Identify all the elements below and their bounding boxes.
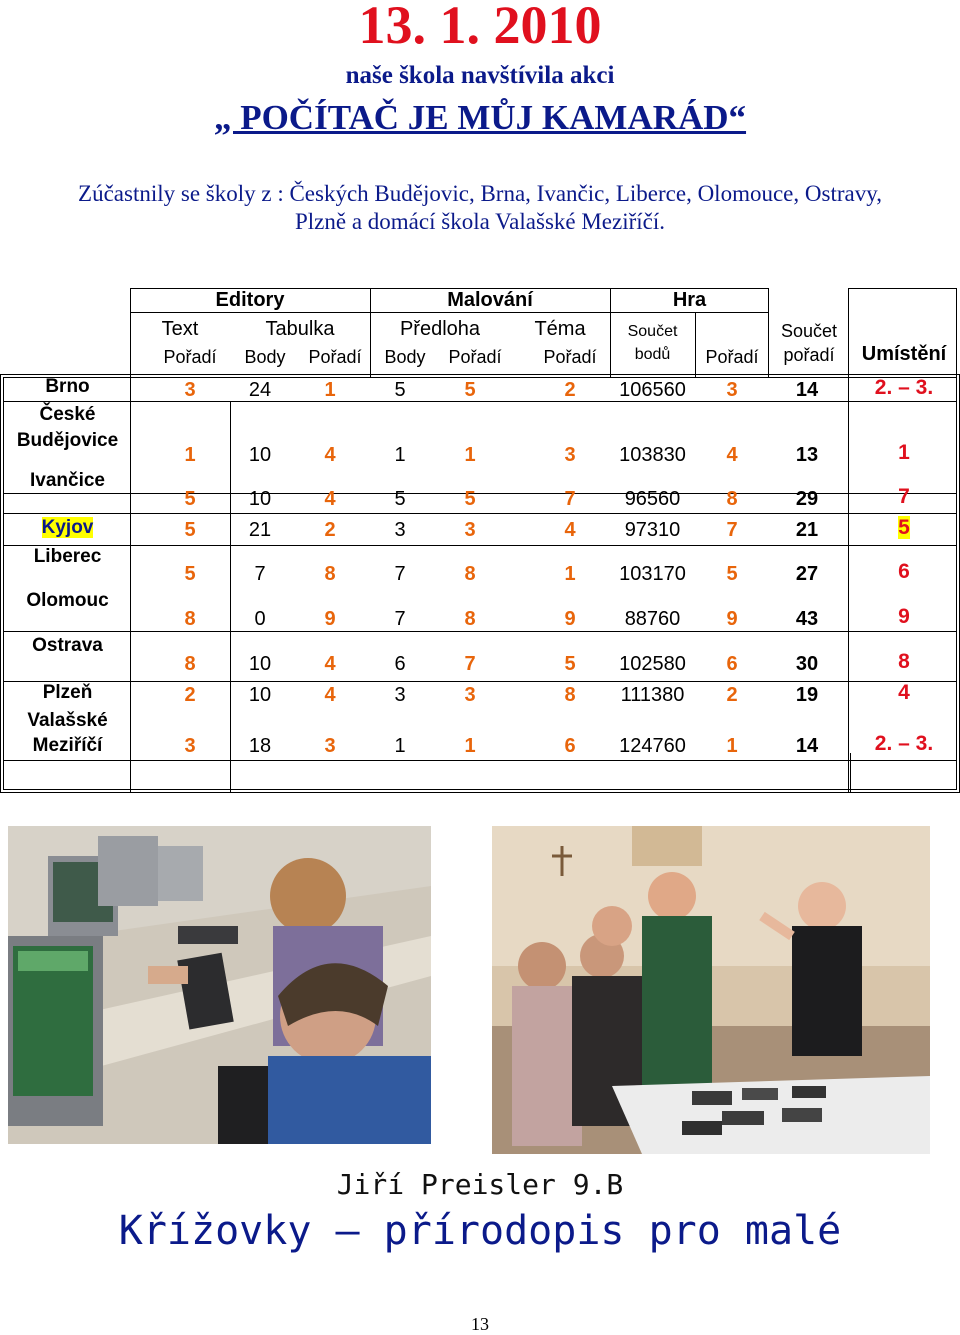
sub-soucet-poradi-1: Součet bbox=[780, 321, 838, 341]
cell-c5: 1 bbox=[464, 444, 476, 466]
cell-c6: 1 bbox=[564, 563, 576, 585]
cell-c8: 9 bbox=[726, 608, 738, 630]
row-city-line2: Budějovice bbox=[16, 430, 119, 451]
cell-c7: 106560 bbox=[619, 379, 686, 401]
cell-c6: 6 bbox=[564, 735, 576, 757]
cell-c2: 18 bbox=[248, 735, 272, 757]
cell-c6: 3 bbox=[564, 444, 576, 466]
results-table bbox=[0, 283, 960, 793]
cell-c5: 3 bbox=[464, 519, 476, 541]
photo-presentation bbox=[492, 826, 930, 1154]
sub-text: Text bbox=[161, 318, 199, 340]
cell-c2: 10 bbox=[248, 488, 272, 510]
sub-predloha: Předloha bbox=[399, 318, 481, 340]
cell-c6: 9 bbox=[564, 608, 576, 630]
cell-c9: 14 bbox=[795, 735, 819, 757]
cell-c1: 8 bbox=[184, 608, 196, 630]
cell-c4: 5 bbox=[394, 379, 406, 401]
group-malovani: Malování bbox=[447, 289, 533, 311]
cell-c9: 43 bbox=[795, 608, 819, 630]
cell-c9: 19 bbox=[795, 684, 819, 706]
cell-c9: 29 bbox=[795, 488, 819, 510]
sub-bodu: bodů bbox=[634, 346, 671, 363]
cell-c6: 7 bbox=[564, 488, 576, 510]
cell-c4: 3 bbox=[394, 519, 406, 541]
col-body-2: Body bbox=[384, 347, 426, 367]
cell-c7: 124760 bbox=[619, 735, 686, 757]
sub-tabulka: Tabulka bbox=[265, 318, 335, 340]
cell-c2: 21 bbox=[248, 519, 272, 541]
sub-soucet-poradi-2: pořadí bbox=[783, 345, 835, 365]
cell-c7: 103830 bbox=[619, 444, 686, 466]
cell-c1: 3 bbox=[184, 379, 196, 401]
row-city: Ostrava bbox=[32, 635, 103, 656]
cell-place-highlight: 5 bbox=[898, 516, 910, 539]
cell-c1: 3 bbox=[184, 735, 196, 757]
cell-c8: 6 bbox=[726, 653, 738, 675]
cell-c3: 9 bbox=[324, 608, 336, 630]
cell-c1: 5 bbox=[184, 563, 196, 585]
cell-c1: 8 bbox=[184, 653, 196, 675]
cell-c2: 24 bbox=[248, 379, 272, 401]
cell-c5: 5 bbox=[464, 379, 476, 401]
row-city: České bbox=[39, 404, 96, 425]
cell-c3: 4 bbox=[324, 653, 336, 675]
cell-place: 4 bbox=[898, 681, 910, 704]
subtitle: naše škola navštívila akci bbox=[345, 62, 615, 89]
photo-computer-room bbox=[8, 826, 431, 1144]
cell-c7: 103170 bbox=[619, 563, 686, 585]
cell-c7: 97310 bbox=[624, 519, 681, 541]
cell-c3: 4 bbox=[324, 444, 336, 466]
cell-place: 8 bbox=[898, 650, 910, 673]
date-heading: 13. 1. 2010 bbox=[358, 0, 602, 55]
cell-c8: 2 bbox=[726, 684, 738, 706]
cell-place: 1 bbox=[898, 441, 910, 464]
group-hra: Hra bbox=[672, 289, 707, 311]
cell-c5: 5 bbox=[464, 488, 476, 510]
cell-c9: 13 bbox=[795, 444, 819, 466]
intro-paragraph: Zúčastnily se školy z : Českých Budějovic, Brna, Ivančic, Liberce, Olomouce, Ostravy, Plzně a domácí škola Valašské Meziříčí. bbox=[78, 181, 882, 234]
row-city: Valašské bbox=[27, 710, 108, 731]
cell-c3: 2 bbox=[324, 519, 336, 541]
cell-c5: 1 bbox=[464, 735, 476, 757]
cell-c3: 1 bbox=[324, 379, 336, 401]
cell-c5: 8 bbox=[464, 563, 476, 585]
cell-c2: 7 bbox=[254, 563, 266, 585]
cell-c4: 7 bbox=[394, 608, 406, 630]
row-city-highlight: Kyjov bbox=[41, 517, 94, 538]
cell-c5: 7 bbox=[464, 653, 476, 675]
cell-c8: 7 bbox=[726, 519, 738, 541]
cell-c2: 0 bbox=[254, 608, 266, 630]
sub-tema: Téma bbox=[534, 318, 586, 340]
cell-place: 2. – 3. bbox=[874, 376, 934, 399]
cell-c1: 5 bbox=[184, 519, 196, 541]
row-city bbox=[5, 516, 130, 540]
cell-c2: 10 bbox=[248, 444, 272, 466]
cell-c1: 5 bbox=[184, 488, 196, 510]
cell-c7: 88760 bbox=[624, 608, 681, 630]
article-title: Křížovky – přírodopis pro malé bbox=[118, 1208, 842, 1254]
cell-c2: 10 bbox=[248, 684, 272, 706]
row-city-line2: Meziříčí bbox=[32, 735, 103, 756]
cell-c8: 8 bbox=[726, 488, 738, 510]
col-poradi-1: Pořadí bbox=[163, 347, 217, 367]
cell-c4: 6 bbox=[394, 653, 406, 675]
cell-c5: 3 bbox=[464, 684, 476, 706]
row-city: Ivančice bbox=[30, 470, 105, 491]
page-number: 13 bbox=[471, 1314, 489, 1334]
cell-c1: 2 bbox=[184, 684, 196, 706]
cell-c9: 30 bbox=[795, 653, 819, 675]
photo-presentation-drawing bbox=[492, 826, 930, 1154]
cell-c4: 1 bbox=[394, 444, 406, 466]
cell-c7: 102580 bbox=[619, 653, 686, 675]
cell-place bbox=[848, 516, 960, 540]
cell-c6: 2 bbox=[564, 379, 576, 401]
group-editory: Editory bbox=[215, 289, 285, 311]
cell-c5: 8 bbox=[464, 608, 476, 630]
col-body-1: Body bbox=[244, 347, 286, 367]
cell-c9: 27 bbox=[795, 563, 819, 585]
cell-c9: 14 bbox=[795, 379, 819, 401]
row-city: Brno bbox=[45, 376, 90, 397]
cell-c2: 10 bbox=[248, 653, 272, 675]
col-poradi-5: Pořadí bbox=[705, 347, 759, 367]
event-title: „ POČÍTAČ JE MŮJ KAMARÁD“ bbox=[213, 98, 747, 137]
col-poradi-3: Pořadí bbox=[448, 347, 502, 367]
col-poradi-2: Pořadí bbox=[308, 347, 362, 367]
cell-c7: 96560 bbox=[624, 488, 681, 510]
cell-place: 7 bbox=[898, 485, 910, 508]
cell-c6: 5 bbox=[564, 653, 576, 675]
author-name: Jiří Preisler 9.B bbox=[336, 1168, 624, 1201]
cell-c3: 8 bbox=[324, 563, 336, 585]
cell-c4: 1 bbox=[394, 735, 406, 757]
cell-c8: 5 bbox=[726, 563, 738, 585]
cell-c8: 1 bbox=[726, 735, 738, 757]
cell-place: 6 bbox=[898, 560, 910, 583]
photo-computer-room-drawing bbox=[8, 826, 431, 1144]
col-umisteni: Umístění bbox=[861, 343, 947, 365]
cell-c1: 1 bbox=[184, 444, 196, 466]
row-city: Plzeň bbox=[42, 682, 93, 703]
cell-c8: 3 bbox=[726, 379, 738, 401]
cell-c7: 111380 bbox=[620, 684, 685, 706]
row-city: Liberec bbox=[33, 546, 102, 567]
cell-c6: 8 bbox=[564, 684, 576, 706]
col-poradi-4: Pořadí bbox=[543, 347, 597, 367]
sub-soucet: Součet bbox=[627, 323, 678, 340]
cell-c8: 4 bbox=[726, 444, 738, 466]
cell-c4: 7 bbox=[394, 563, 406, 585]
cell-c3: 3 bbox=[324, 735, 336, 757]
cell-c3: 4 bbox=[324, 684, 336, 706]
cell-place: 2. – 3. bbox=[874, 732, 934, 755]
cell-place: 9 bbox=[898, 605, 910, 628]
cell-c6: 4 bbox=[564, 519, 576, 541]
cell-c9: 21 bbox=[795, 519, 819, 541]
cell-c3: 4 bbox=[324, 488, 336, 510]
row-city: Olomouc bbox=[26, 590, 109, 611]
cell-c4: 3 bbox=[394, 684, 406, 706]
cell-c4: 5 bbox=[394, 488, 406, 510]
